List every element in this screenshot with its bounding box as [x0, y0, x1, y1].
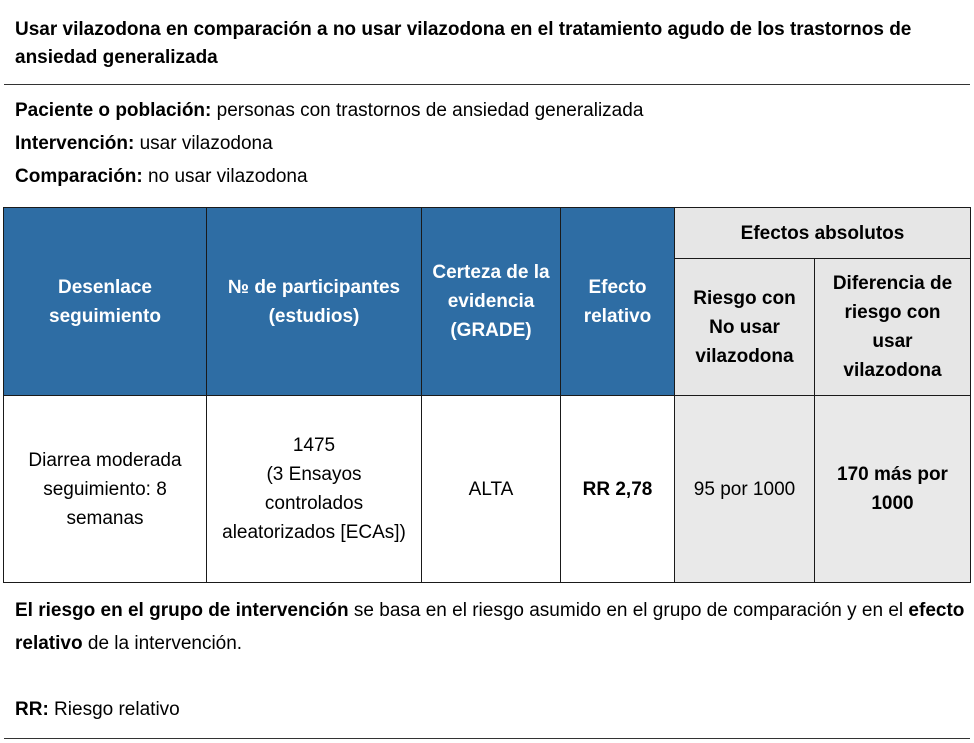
cell-risk-without: 95 por 1000 [675, 396, 815, 583]
participants-studies: (3 Ensayos controlados aleatorizados [ECAs]) [222, 464, 406, 543]
rr-value: Riesgo relativo [48, 699, 180, 720]
cell-relative-effect: RR 2,78 [561, 396, 675, 583]
header-participants: № de participantes (estudios) [207, 208, 422, 396]
table-row [4, 396, 971, 583]
footnote-text-2: de la intervención. [82, 633, 243, 654]
population-value: personas con trastornos de ansiedad generalizada [211, 100, 644, 121]
header-absolute-effects: Efectos absolutos [675, 208, 971, 259]
pico-population [15, 97, 643, 125]
population-label: Paciente o población: [15, 100, 212, 121]
header-risk-difference: Diferencia de riesgo con usar vilazodona [815, 259, 971, 396]
footnote-intervention-risk [15, 594, 965, 660]
bottom-divider [4, 738, 970, 739]
header-risk-without: Riesgo con No usar vilazodona [675, 259, 815, 396]
participants-count: 1475 [292, 435, 336, 456]
footnote-text-1: se basa en el riesgo asumido en el grupo de comparación y en el [348, 600, 909, 621]
summary-of-findings-table [3, 207, 971, 583]
footnote-bold-1: El riesgo en el grupo de intervención [15, 600, 349, 621]
header-outcome: Desenlace seguimiento [4, 208, 207, 396]
intervention-value: usar vilazodona [134, 133, 273, 154]
pico-intervention [15, 130, 273, 158]
cell-risk-difference: 170 más por 1000 [815, 396, 971, 583]
header-relative-effect: Efecto relativo [561, 208, 675, 396]
footnote-bold-2: efecto relativo [15, 600, 965, 654]
intervention-label: Intervención: [15, 133, 135, 154]
rr-label: RR: [15, 699, 49, 720]
page-title: Usar vilazodona en comparación a no usar vilazodona en el tratamiento agudo de los trastornos de ansiedad generalizada [15, 19, 912, 68]
cell-outcome: Diarrea moderada seguimiento: 8 semanas [4, 396, 207, 583]
cell-participants [207, 396, 422, 583]
comparison-value: no usar vilazodona [142, 166, 308, 187]
footnote-rr [15, 693, 965, 726]
cell-certainty: ALTA [422, 396, 561, 583]
pico-comparison [15, 163, 308, 191]
header-certainty: Certeza de la evidencia (GRADE) [422, 208, 561, 396]
comparison-label: Comparación: [15, 166, 143, 187]
divider [4, 84, 970, 85]
